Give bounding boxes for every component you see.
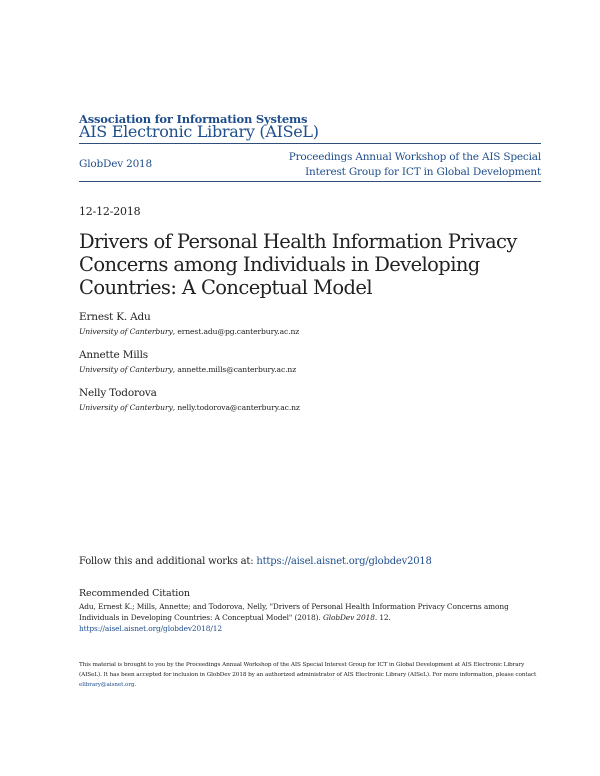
follow-text: Follow this and additional works at: (79, 556, 257, 567)
collection-link[interactable]: GlobDev 2018 (79, 158, 153, 170)
author-affiliation (79, 365, 296, 374)
follow-link[interactable]: https://aisel.aisnet.org/globdev2018 (256, 556, 432, 567)
citation-journal: GlobDev 2018 (322, 613, 375, 622)
citation-link[interactable]: https://aisel.aisnet.org/globdev2018/12 (79, 624, 222, 633)
footer-text: This material is brought to you by the Proceedings Annual Workshop of the AIS Special Interest Group for ICT in Global Development at AIS Electronic Library (AISeL). It has been accepted for inclusion in GlobDev 2018 by an authorized administrator of AIS Electronic Library (AISeL). For more information, please contact (79, 662, 537, 678)
proceedings-line-2: Interest Group for ICT in Global Development (305, 166, 541, 178)
paper-title: Drivers of Personal Health Information Privacy Concerns among Individuals in Developing Countries: A Conceptual Model (79, 230, 517, 299)
author-name: Ernest K. Adu (79, 311, 151, 323)
author-email: , nelly.todorova@canterbury.ac.nz (172, 403, 300, 412)
author-affiliation (79, 403, 300, 412)
author-email: , ernest.adu@pg.canterbury.ac.nz (172, 327, 300, 336)
author-institution: University of Canterbury (79, 365, 173, 374)
proceedings-link[interactable] (289, 150, 541, 180)
footer-end: . (134, 682, 137, 688)
author-institution: University of Canterbury (79, 403, 173, 412)
recommended-citation (79, 601, 539, 634)
author-email: , annette.mills@canterbury.ac.nz (172, 365, 297, 374)
proceedings-line-1: Proceedings Annual Workshop of the AIS Special (288, 151, 541, 163)
footer-notice (79, 660, 541, 690)
organization-name: Association for Information Systems (79, 112, 308, 126)
follow-line (79, 556, 432, 567)
author-institution: University of Canterbury (79, 327, 173, 336)
publication-date: 12-12-2018 (79, 205, 141, 218)
library-link[interactable]: AIS Electronic Library (AISeL) (79, 122, 319, 141)
contact-email-link[interactable]: elibrary@aisnet.org (79, 682, 135, 688)
header-divider-bottom (79, 181, 541, 182)
recommended-citation-heading: Recommended Citation (79, 588, 190, 599)
header-divider-top (79, 143, 541, 144)
author-name: Annette Mills (79, 349, 148, 361)
author-name: Nelly Todorova (79, 387, 157, 399)
citation-text: Adu, Ernest K.; Mills, Annette; and Todorova, Nelly, "Drivers of Personal Health Information Privacy Concerns among Individuals in Developing Countries: A Conceptual Model" (2018). (79, 602, 509, 622)
citation-suffix: . 12. (374, 613, 391, 622)
author-affiliation (79, 327, 299, 336)
